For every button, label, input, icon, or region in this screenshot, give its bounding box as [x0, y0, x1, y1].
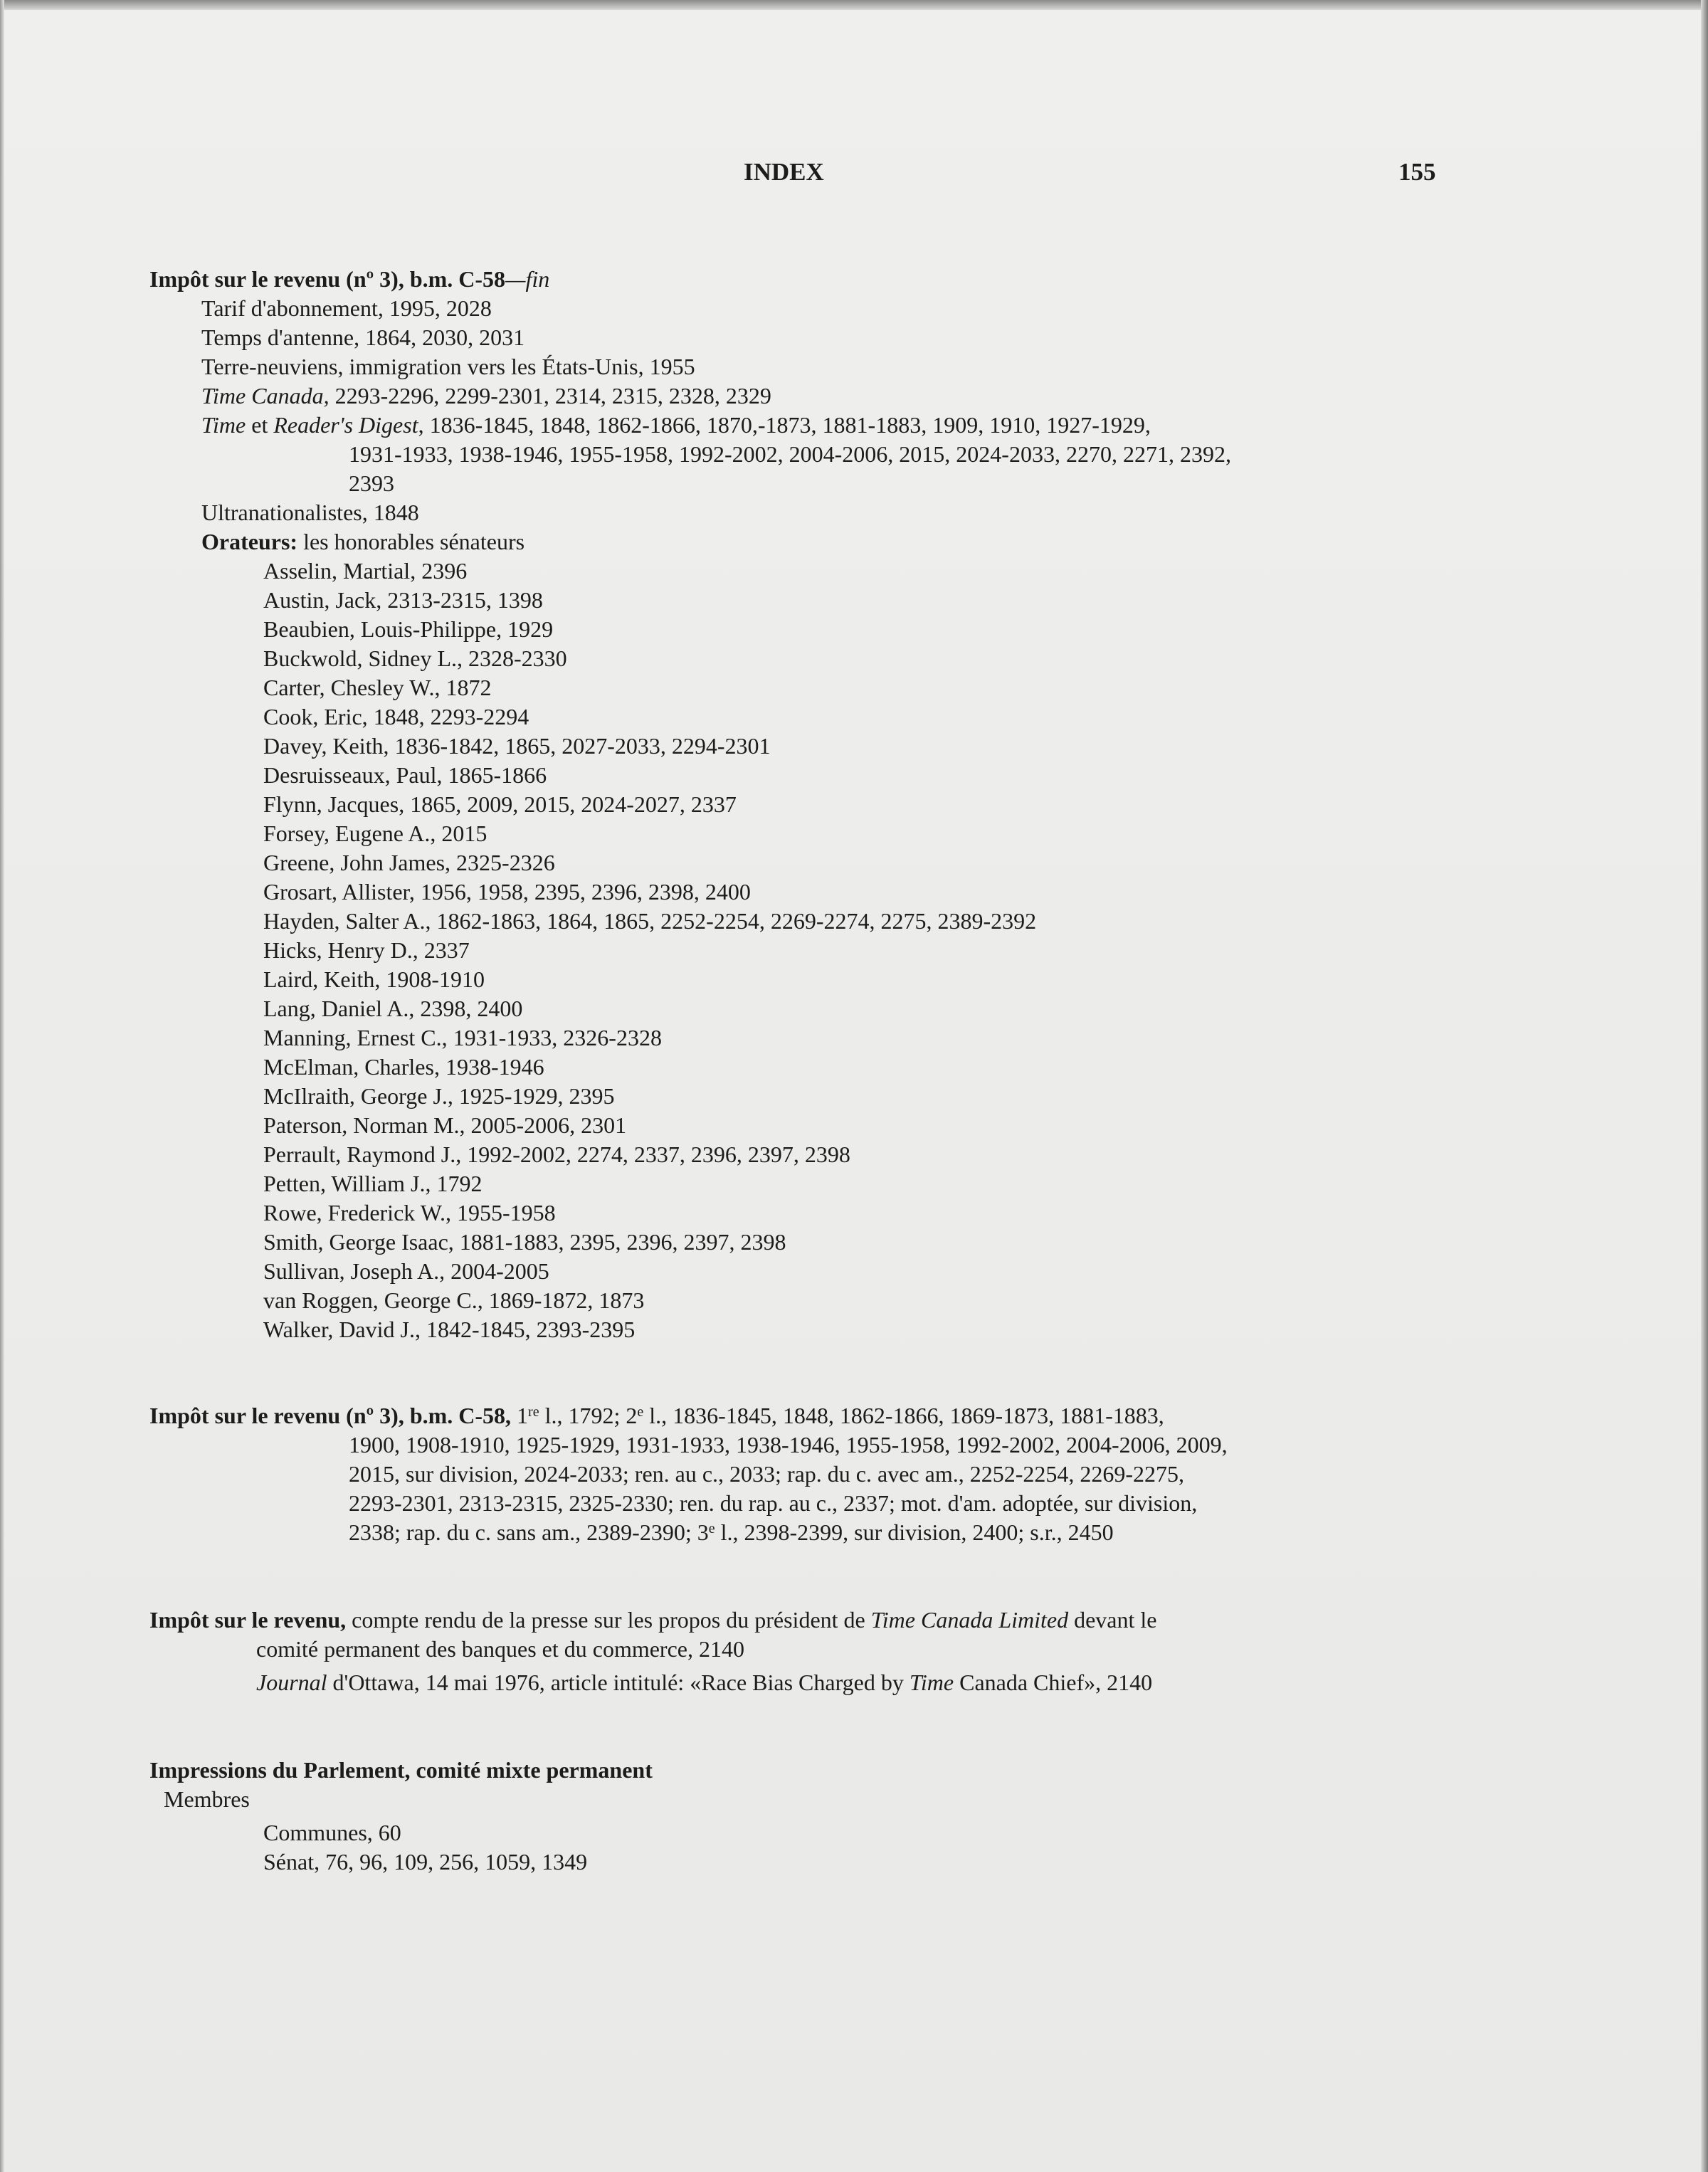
- senator-item: Sullivan, Joseph A., 2004-2005: [263, 1258, 549, 1284]
- senator-item: Cook, Eric, 1848, 2293-2294: [263, 704, 529, 729]
- subentry: Temps d'antenne, 1864, 2030, 2031: [201, 325, 525, 350]
- subentry-journal: [149, 1668, 1452, 1697]
- entry-heading-bold: Impressions du Parlement, comité mixte permanent: [149, 1757, 653, 1783]
- index-entry-impot-presse: [149, 1606, 1452, 1697]
- senator-item: Paterson, Norman M., 2005-2006, 2301: [263, 1112, 627, 1138]
- entry-heading-line-text: [149, 1401, 1164, 1430]
- time-canada-limited-italic: Time Canada Limited: [870, 1607, 1069, 1633]
- senator-item: Desruisseaux, Paul, 1865-1866: [263, 762, 547, 788]
- index-entry-impot-c58-fin: [149, 265, 1452, 1344]
- stage-report: 2338; rap. du c. sans am., 2389-2390; 3: [349, 1519, 709, 1545]
- entry-spacer: [149, 1697, 1452, 1756]
- index-entry-impot-c58-stages: [149, 1401, 1452, 1547]
- senator-item: Greene, John James, 2325-2326: [263, 850, 555, 875]
- subentry-continuation: 2393: [349, 470, 394, 496]
- stage-first-reading: 1: [511, 1403, 529, 1428]
- journal-italic: Journal: [256, 1670, 327, 1695]
- subentry-orateurs: [149, 527, 1452, 557]
- subentry-time-canada: [149, 381, 1452, 411]
- entry-text: devant le: [1068, 1607, 1157, 1633]
- entry-continuation: 2293-2301, 2313-2315, 2325-2330; ren. du rap. au c., 2337; mot. d'am. adoptée, sur division,: [349, 1490, 1198, 1516]
- superscript-re: re: [528, 1404, 539, 1420]
- entry-spacer: [149, 1547, 1452, 1606]
- senator-item: Perrault, Raymond J., 1992-2002, 2274, 2337, 2396, 2397, 2398: [263, 1142, 850, 1167]
- time-canada-pages: 2293-2296, 2299-2301, 2314, 2315, 2328, 2329: [329, 383, 771, 408]
- superscript-e: e: [637, 1404, 644, 1420]
- senator-item: Smith, George Isaac, 1881-1883, 2395, 2396, 2397, 2398: [263, 1229, 786, 1255]
- running-head: [0, 158, 1708, 189]
- senator-item: McElman, Charles, 1938-1946: [263, 1054, 544, 1080]
- subsubentry: Communes, 60: [263, 1820, 401, 1845]
- senator-item: Petten, William J., 1792: [263, 1171, 483, 1196]
- time-canada-italic: Time Canada,: [201, 383, 330, 408]
- entry-heading-bold: Impôt sur le revenu (nº 3), b.m. C-58,: [149, 1403, 512, 1428]
- senator-item: Hicks, Henry D., 2337: [263, 937, 470, 963]
- senator-item: Laird, Keith, 1908-1910: [263, 966, 485, 992]
- entry-continuation: [149, 1518, 1452, 1547]
- senator-list: [149, 557, 1452, 1344]
- time-rd-et: et: [246, 412, 274, 438]
- entry-heading: [149, 265, 1452, 294]
- entry-heading: [149, 1756, 1452, 1785]
- time-italic: Time: [201, 412, 246, 438]
- senator-item: Walker, David J., 1842-1845, 2393-2395: [263, 1317, 636, 1342]
- page-left-edge-shadow: [0, 0, 4, 2172]
- subentry-membres: Membres: [164, 1786, 250, 1812]
- senator-item: Forsey, Eugene A., 2015: [263, 821, 487, 846]
- senator-item: McIlraith, George J., 1925-1929, 2395: [263, 1083, 615, 1109]
- senator-item: van Roggen, George C., 1869-1872, 1873: [263, 1287, 645, 1313]
- readers-digest-italic: Reader's Digest: [273, 412, 418, 438]
- time-italic: Time: [909, 1670, 954, 1695]
- stage-third-reading: l., 2398-2399, sur division, 2400; s.r., 2450: [715, 1519, 1114, 1545]
- entry-heading-bold: Impôt sur le revenu,: [149, 1607, 347, 1633]
- senator-item: Buckwold, Sidney L., 2328-2330: [263, 645, 567, 671]
- senator-item: Carter, Chesley W., 1872: [263, 675, 492, 700]
- senator-item: Flynn, Jacques, 1865, 2009, 2015, 2024-2027, 2337: [263, 791, 737, 817]
- subentry: Ultranationalistes, 1848: [201, 500, 419, 525]
- senator-item: Lang, Daniel A., 2398, 2400: [263, 996, 523, 1021]
- entry-continuation: comité permanent des banques et du commerce, 2140: [256, 1636, 744, 1662]
- journal-text: d'Ottawa, 14 mai 1976, article intitulé: «Race Bias Charged by: [327, 1670, 910, 1695]
- subentry-time-readers-digest: [149, 411, 1452, 440]
- page-right-edge-shadow: [1701, 0, 1708, 2172]
- orateurs-label: Orateurs:: [201, 529, 298, 554]
- subentry: Tarif d'abonnement, 1995, 2028: [201, 295, 492, 321]
- time-rd-pages-line1: , 1836-1845, 1848, 1862-1866, 1870,-1873, 1881-1883, 1909, 1910, 1927-1929,: [418, 412, 1151, 438]
- page-top-edge-shadow: [0, 0, 1708, 10]
- subentry-continuation: 1931-1933, 1938-1946, 1955-1958, 1992-2002, 2004-2006, 2015, 2024-2033, 2270, 2271, 2392,: [349, 441, 1231, 467]
- superscript-e: e: [708, 1521, 715, 1536]
- senator-item: Rowe, Frederick W., 1955-1958: [263, 1200, 556, 1225]
- subsubentry: Sénat, 76, 96, 109, 256, 1059, 1349: [263, 1849, 588, 1875]
- entry-heading-bold: Impôt sur le revenu (nº 3), b.m. C-58: [149, 266, 506, 292]
- entry-continuation: 1900, 1908-1910, 1925-1929, 1931-1933, 1938-1946, 1955-1958, 1992-2002, 2004-2006, 2009,: [349, 1432, 1228, 1457]
- running-head-title: INDEX: [744, 158, 824, 186]
- senator-item: Austin, Jack, 2313-2315, 1398: [263, 587, 543, 613]
- entry-continuation: 2015, sur division, 2024-2033; ren. au c., 2033; rap. du c. avec am., 2252-2254, 2269-2275,: [349, 1461, 1185, 1487]
- index-content: [149, 265, 1452, 1877]
- senator-item: Manning, Ernest C., 1931-1933, 2326-2328: [263, 1025, 662, 1050]
- senator-item: Grosart, Allister, 1956, 1958, 2395, 2396, 2398, 2400: [263, 879, 751, 905]
- subentry: Terre-neuviens, immigration vers les États-Unis, 1955: [201, 354, 695, 379]
- orateurs-text: les honorables sénateurs: [297, 529, 525, 554]
- senator-item: Davey, Keith, 1836-1842, 1865, 2027-2033, 2294-2301: [263, 733, 771, 759]
- senator-item: Hayden, Salter A., 1862-1863, 1864, 1865, 2252-2254, 2269-2274, 2275, 2389-2392: [263, 908, 1037, 934]
- stage-second-reading: l., 1792; 2: [539, 1403, 638, 1428]
- senator-item: Asselin, Martial, 2396: [263, 558, 468, 584]
- entry-heading-line: [149, 1606, 1452, 1635]
- senator-item: Beaubien, Louis-Philippe, 1929: [263, 616, 554, 642]
- stage-pages: l., 1836-1845, 1848, 1862-1866, 1869-1873, 1881-1883,: [643, 1403, 1164, 1428]
- index-entry-impressions: [149, 1756, 1452, 1877]
- journal-text: Canada Chief», 2140: [954, 1670, 1153, 1695]
- entry-heading-italic: —fin: [505, 266, 550, 292]
- page-number: 155: [1398, 158, 1436, 186]
- entry-text: compte rendu de la presse sur les propos du président de: [346, 1607, 871, 1633]
- entry-heading-line: [149, 1401, 1452, 1430]
- entry-spacer: [149, 1344, 1452, 1401]
